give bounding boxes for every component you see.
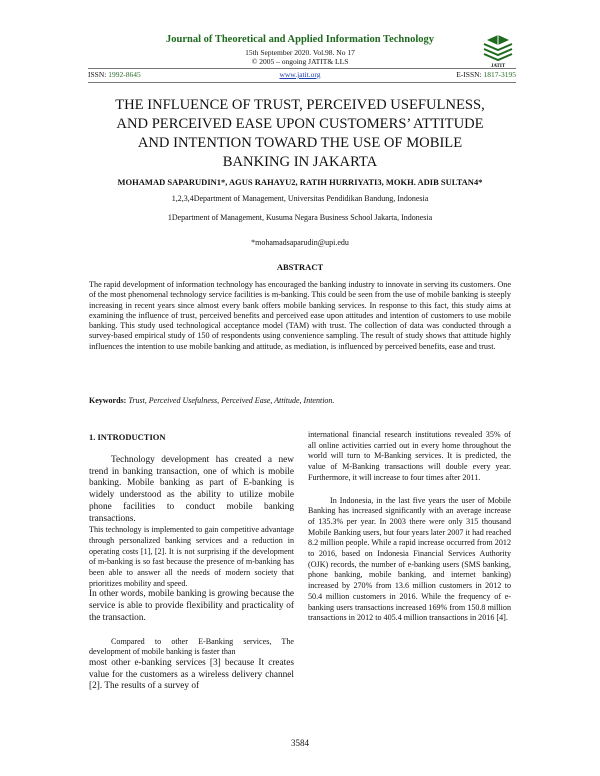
jatit-book-logo-icon xyxy=(481,32,515,66)
issn-value: 1992-8645 xyxy=(108,70,141,79)
header-rule-top xyxy=(88,68,516,69)
keywords-label: Keywords: xyxy=(89,396,127,405)
jatit-logo-label: JATIT xyxy=(490,64,506,69)
intro-paragraph-1-end: In other words, mobile banking is growing because the service is able to provide flexibility and practicality of the transaction. xyxy=(89,589,294,623)
journal-issue: 15th September 2020. Vol.98. No 17 xyxy=(245,48,355,57)
abstract-body: The rapid development of information technology has encouraged the banking industry to innovate in serving its customers. One of the most phenomenal technology service facilities is m-banking. This could be seen from the use of mobile banking is steeply increasing in recent years since almost every bank offers mobile banking services. In response to this fact, this study aims at examining the influence of trust, perceived benefits and perceived ease upon attitudes and intention of customers to use mobile banking. This study used technological acceptance model (TAM) with trust. The collection of data was conducted through a survey-based empirical study of 150 of respondents using convenience sampling. The result of study shows that attitude highly influences the intention to use mobile banking and attitude, as mediation, is influenced by perceived benefits, ease and trust. xyxy=(89,280,512,351)
section-heading: 1. INTRODUCTION xyxy=(89,432,166,442)
affiliation-2: 1Department of Management, Kusuma Negara Business School Jakarta, Indonesia xyxy=(167,213,433,222)
paper-title-line: THE INFLUENCE OF TRUST, PERCEIVED USEFULNESS, xyxy=(115,97,485,113)
paper-title-line: BANKING IN JAKARTA xyxy=(222,154,378,170)
paper-title xyxy=(80,96,520,172)
journal-copyright: © 2005 – ongoing JATIT& LLS xyxy=(251,57,349,66)
keywords-text: Trust, Perceived Usefulness, Perceived Ease, Attitude, Intention. xyxy=(128,396,335,405)
abstract-heading: ABSTRACT xyxy=(276,262,324,272)
intro-paragraph-1-middle: This technology is implemented to gain competitive advantage through personalized banking services and a reduction in operating costs [1], [2]. It is not surprising if the development of m-banking is so fast because the presence of m-banking has been able to answer all the needs of modern society that prioritizes mobility and speed. xyxy=(89,525,294,588)
author-list: MOHAMAD SAPARUDIN1*, AGUS RAHAYU2, RATIH HURRIYATI3, MOKH. ADIB SULTAN4* xyxy=(117,177,483,187)
journal-title: Journal of Theoretical and Applied Information Technology xyxy=(166,34,434,45)
issn-label: ISSN: xyxy=(88,70,107,79)
intro-paragraph-2-start: Compared to other E-Banking services, The development of mobile banking is faster than xyxy=(89,636,294,657)
eissn-label: E-ISSN: xyxy=(456,70,482,79)
site-url-link[interactable]: www.jatit.org xyxy=(279,70,321,79)
intro-paragraph-2-end: most other e-banking services [3] because It creates value for the customers as a wireless delivery channel [2]. The results of a survey of xyxy=(89,657,294,692)
header-rule-bottom xyxy=(88,82,516,83)
page-number: 3584 xyxy=(291,738,309,748)
affiliation-1: 1,2,3,4Department of Management, Universitas Pendidikan Bandung, Indonesia xyxy=(171,194,429,203)
paper-title-line: AND PERCEIVED EASE UPON CUSTOMERS’ ATTITUDE xyxy=(116,116,484,132)
corresponding-email: *mohamadsaparudin@upi.edu xyxy=(251,238,349,247)
keywords xyxy=(89,396,519,405)
eissn-value: 1817-3195 xyxy=(483,70,516,79)
right-column xyxy=(308,430,511,624)
intro-paragraph-4: In Indonesia, in the last five years the user of Mobile Banking has increased significantly with an average increase of 135.3% per year. In 2003 there were only 315 thousand Mobile Banking users, but four years later 2007 it had reached 8.2 million people. While a rapid increase occurred from 2012 to 2016, based on Indonesia Financial Services Authority (OJK) records, the number of e-banking users (SMS banking, phone banking, mobile banking, and internet banking) increased by 270% from 13.6 million customers in 2012 to 50.4 million customers in 2016. While the frequency of e-banking users transactions increased 169% from 150.8 million transactions in 2012 to 405.4 million transactions in 2016 [4]. xyxy=(308,495,511,623)
intro-paragraph-3: international financial research institutions revealed 35% of all online activities carried out in every home throughout the world will turn to M-Banking services. It is predicted, the value of M-Banking transactions will double every year. Furthermore, it will increase to four times after 2011. xyxy=(308,430,511,482)
left-column xyxy=(89,432,294,693)
intro-paragraph-1-start: Technology development has created a new trend in banking transaction, one of which is mobile banking. Mobile banking as part of E-banking is widely understood as the ability to utilize mobile phone facilities to conduct mobile banking transactions. xyxy=(89,455,294,524)
eissn xyxy=(456,70,516,79)
paper-title-line: AND INTENTION TOWARD THE USE OF MOBILE xyxy=(137,135,463,151)
